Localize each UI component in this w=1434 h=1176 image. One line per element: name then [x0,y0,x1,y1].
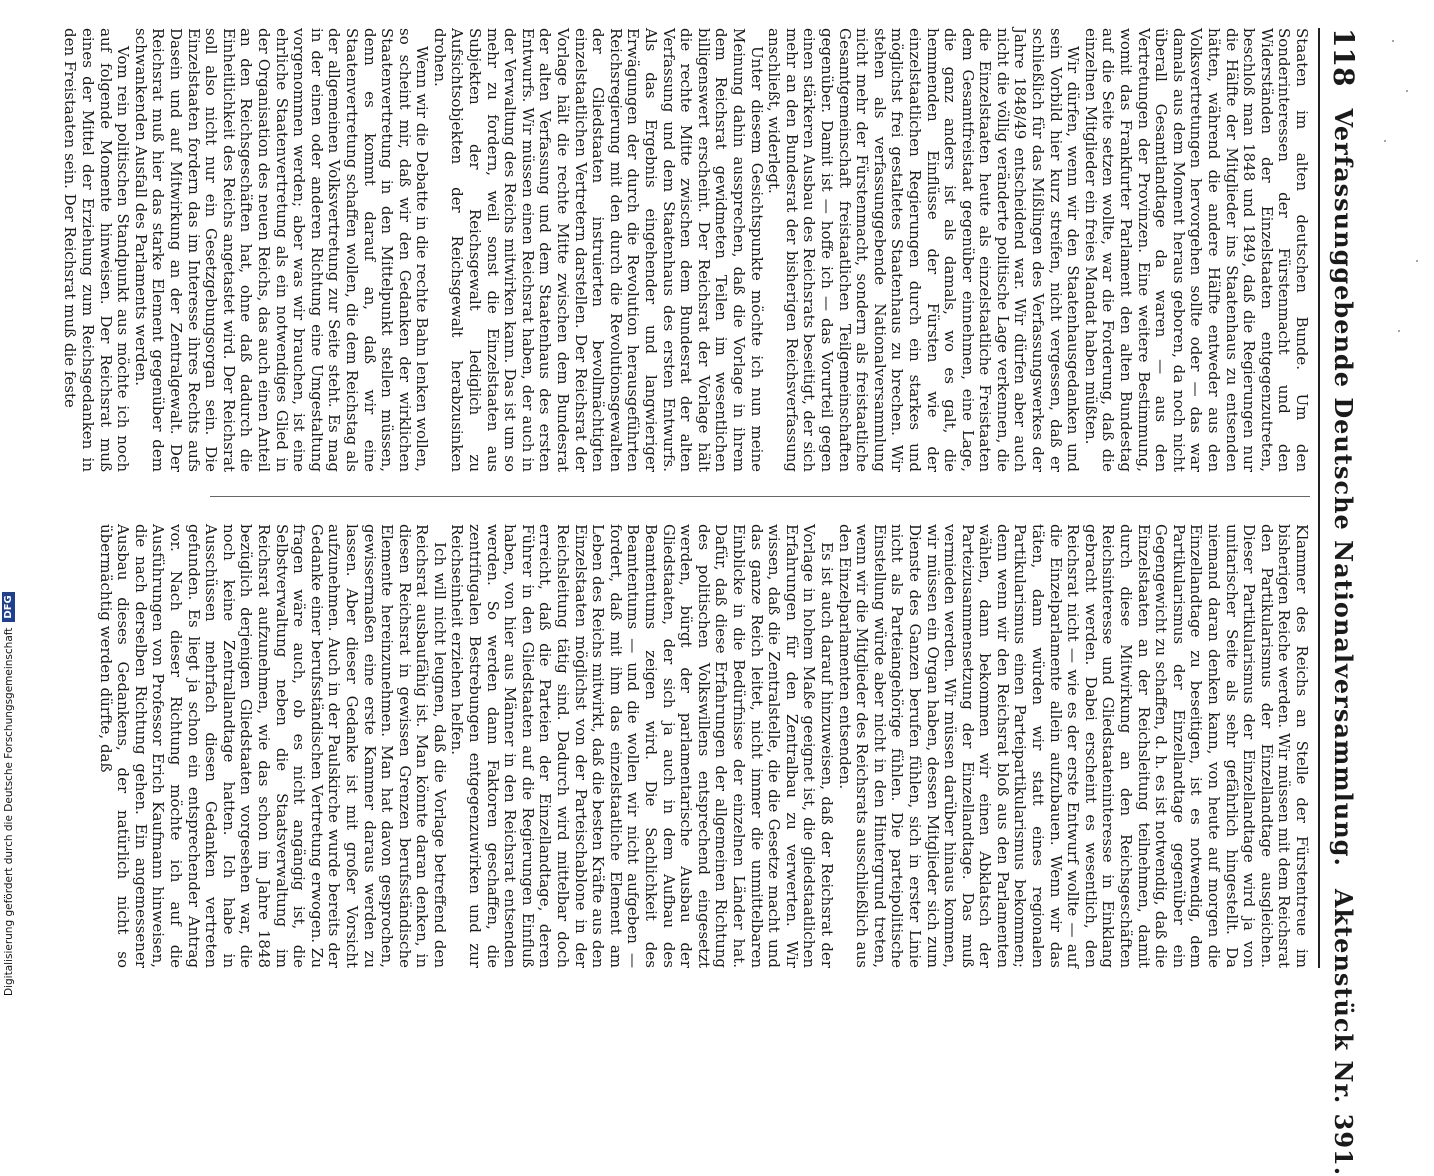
header-rule [1318,28,1320,968]
dfg-logo-icon: DFG [2,592,15,621]
paragraph: Staaten im alten deutschen Bunde. Um den Sonderinteressen der Fürstenmacht und den Widerständen der Einzelstaaten entgegenzutreten, beschloß man 1848 und 1849, daß die Regierungen nur die Hälfte der Mitglieder ins Staatenhaus zu entsenden hätten, während die andere Hälfte entweder aus den Volksvertretungen hervorgehen sollte oder — das war damals aus dem Moment heraus geboren, da noch nicht überall Gesamtlandtage da waren — aus den Vertretungen der Provinzen. Eine weitere Bestimmung, womit das Frankfurter Parlament den alten Bundestag auf die Seite setzen wollte, war die Forderung, daß die einzelnen Mitglieder ein freies Mandat haben müßten. [1081,28,1311,472]
document-reference: Aktenstück Nr. 391. [1329,888,1359,1176]
scan-edge [1372,0,1434,1000]
paragraph: Es ist auch darauf hinzuweisen, daß der Reichsrat der Vorlage in hohem Maße geeignet ist, die gliedstaatlichen Erfahrungen für den Zentralbau zu verwerten. Wir wissen, daß die Zentralstelle, die die Gesetze macht und das ganze Reich leitet, nicht immer die unmittelbaren Einblicke in die Bedürfnisse der einzelnen Länder hat. Dafür, daß diese Erfahrungen der allgemeinen Richtung des politischen Volkswillens entsprechend eingesetzt werden, bürgt der parlamentarische Ausbau der Gliedstaaten, der sich ja auch in dem Aufbau des Beamtentums zeigen wird. Die Sachlichkeit des Beamtentums — und die wollen wir nicht aufgeben — fordert, daß mit ihm das einzelstaatliche Element am Leben des Reichs mitwirkt, daß die besten Kräfte aus den Einzelstaaten möglichst von der Parteischablone in der Reichsleitung tätig sind. Dadurch wird mittelbar doch erreicht, daß die Parteien der Einzellandtage, deren Führer in den Gliedstaaten auf die Regierungen Einfluß haben, von hier aus Männer in den Reichsrat entsenden werden. So werden dann Faktoren geschaffen, die zentrifugalen Bestrebungen entgegenzuwirken und zur Reichseinheit erziehen helfen. [448,524,836,968]
paragraph: Wenn wir die Debatte in die rechte Bahn lenken wollen, so scheint mir, daß wir den Gedanken der wirklichen Staatenvertretung in den Mittelpunkt stellen müssen, denn es kommt darauf an, daß wir eine Staatenvertretung schaffen wollen, die dem Reichstag als der allgemeinen Volksvertretung zur Seite steht. Es mag in der einen oder anderen Richtung eine Umgestaltung vorgenommen werden; aber was wir brauchen, ist eine ehrliche Staatenvertretung als ein notwendiges Glied in der Organisation des neuen Reichs, das auch einen Anteil an den Reichsgeschäften hat, ohne daß dadurch die Einheitlichkeit des Reichs angetastet wird. Der Reichsrat soll also nicht nur ein Gesetzgebungsorgan sein. Die Einzelstaaten fordern das im Interesse ihres Rechts aufs Dasein und auf Mitwirkung an der Zentralgewalt. Der Reichsrat muß hier das starke Element gegenüber dem schwankenden Ausfall des Parlaments werden. [131,28,432,472]
page-header [1324,28,1364,1176]
paragraph: Unter diesem Gesichtspunkte möchte ich nun meine Meinung dahin aussprechen, daß die Vorlage in ihrem dem Reichsrat gewidmeten Teilen im wesentlichen billigenswert erscheint. Der Reichsrat der Vorlage hält die rechte Mitte zwischen dem Bundesrat der alten Verfassung und dem Staatenhaus des ersten Entwurfs. Als das Ergebnis eingehender und langwieriger Erwägungen der durch die Revolution herausgeführten Reichsregierung mit den durch die Revolutionsgewalten der Gliedstaaten instruierten bevollmächtigten einzelstaatlichen Vertretern darstellen. Der Reichsrat der Vorlage hält die rechte Mitte zwischen dem Bundesrat der alten Verfassung und dem Staatenhaus des ersten Entwurfs. Wir müssen einen Reichsrat haben, der auch in der Verwaltung des Reichs mitwirken kann. Das ist um so mehr zu fordern, weil sonst die Einzelstaaten aus Subjekten der Reichsgewalt lediglich zu Aufsichtsobjekten der Reichsgewalt herabzusinken drohen. [430,28,766,472]
paragraph: Vom rein politischen Standpunkt aus möchte ich noch auf folgende Momente hinweisen. Der Reichsrat muß eines der Mittel der Erziehung zum Reichsgedanken in den Freistaaten sein. Der Reichsrat muß die feste [61,28,133,472]
left-column [61,28,1311,472]
column-divider [210,496,1310,497]
digitization-credit [0,0,22,1000]
paragraph: Klammer des Reichs an Stelle der Fürstentreue im bisherigen Reiche werden. Wir müssen mit dem Reichsrat den Partikularismus der Einzellandtage ausgleichen. Dieser Partikularismus der Einzellandtage wird ja von unitarischer Seite als sehr gefährlich hingestellt. Da niemand daran denken kann, von heute auf morgen die Einzellandtage zu beseitigen, ist es notwendig, dem Partikularismus der Einzellandtage gegenüber ein Gegengewicht zu schaffen, d. h. es ist notwendig, daß die Einzelstaaten an der Reichsleitung teilnehmen, damit durch diese Mitwirkung an den Reichsgeschäften Reichsinteresse und Gliedstaateninteresse in Einklang gebracht werden. Dabei erscheint es wesentlich, den Reichsrat nicht — wie es der erste Entwurf wollte — auf die Einzelparlamente allein aufzubauen. Wenn wir das täten, dann würden wir statt eines regionalen Partikularismus einen Parteipartikularismus bekommen; denn wenn wir den Reichsrat bloß aus den Parlamenten wählen, dann bekommen wir einen Abklatsch der Parteizusammensetzung der Einzellandtage. Das muß vermieden werden. Wir müssen darüber hinaus kommen, wir müssen ein Organ haben, dessen Mitglieder sich zum Dienste des Ganzen berufen fühlen, sich in erster Linie nicht als Parteiangehörige fühlen. Die parteipolitische Einstellung würde aber nicht in den Hintergrund treten, wenn wir die Mitglieder des Reichsrats ausschließlich aus den Einzelparlamenten entsenden. [835,524,1311,968]
document-page [61,0,1372,1176]
credit-text: Digitalisierung gefördert durch die Deutsche Forschungsgemeinschaft [2,627,15,996]
right-column [74,524,1310,968]
paragraph: Ich will nicht leugnen, daß die Vorlage betreffend den Reichsrat ausbaufähig ist. Man könnte daran denken, in diesen Reichsrat in gewissen Grenzen berufsständische Elemente hereinzunehmen. Man hat davon gesprochen, gewissermaßen eine erste Kammer daraus werden zu lassen. Aber dieser Gedanke ist mit großer Vorsicht aufzunehmen. Auch in der Paulskirche wurde bereits der Gedanke einer berufsständischen Vertretung erwogen. Zu fragen wäre auch, ob es nicht angängig ist, die Selbstverwaltung neben die Staatsverwaltung im Reichsrat aufzunehmen, wie das schon im Jahre 1848 bezüglich derjenigen Gliedstaaten vorgesehen war, die noch keine Zentrallandtage hatten. Ich habe in Ausschüssen mehrfach diesen Gedanken vertreten gefunden. Es liegt ja schon ein entsprechender Antrag vor. Nach dieser Richtung möchte ich auf die Ausführungen von Professor Erich Kaufmann hinweisen, die nach derselben Richtung gehen. Ein angemessener Ausbau dieses Gedankens, der natürlich nicht so übermächtig werden dürfte, daß [96,524,449,968]
paragraph: Wir dürfen, wenn wir den Staatenhausgedanken und sein Vorbild hier kurz streifen, nicht vergessen, daß er schließlich für das Mißlingen des Verfassungswerkes der Jahre 1848/49 entscheidend war. Wir dürfen aber auch nicht die völlig veränderte politische Lage verkennen, die die Einzelstaaten heute als einzelstaatliche Freistaaten dem Gesamtfreistaat gegenüber einnehmen, eine Lage, die ganz anders ist als damals, wo es galt, die hemmenden Einflüsse der Fürsten wie der einzelstaatlichen Regierungen durch ein starkes und möglichst frei gestaltetes Staatenhaus zu brechen. Wir stehen als verfassunggebende Nationalversammlung nicht mehr der Fürstenmacht, sondern als freistaatliche Gesamtgemeinschaft freistaatlichen Teilgemeinschaften gegenüber. Damit ist — hoffe ich — das Vorurteil gegen einen stärkeren Ausbau des Reichsrats beseitigt, der sich mehr an den Bundesrat der bisherigen Reichsverfassung anschließt, widerlegt. [765,28,1083,472]
page-number: 118 [1327,28,1361,87]
page-title: Verfassunggebende Deutsche Nationalversammlung. [1329,108,1359,867]
